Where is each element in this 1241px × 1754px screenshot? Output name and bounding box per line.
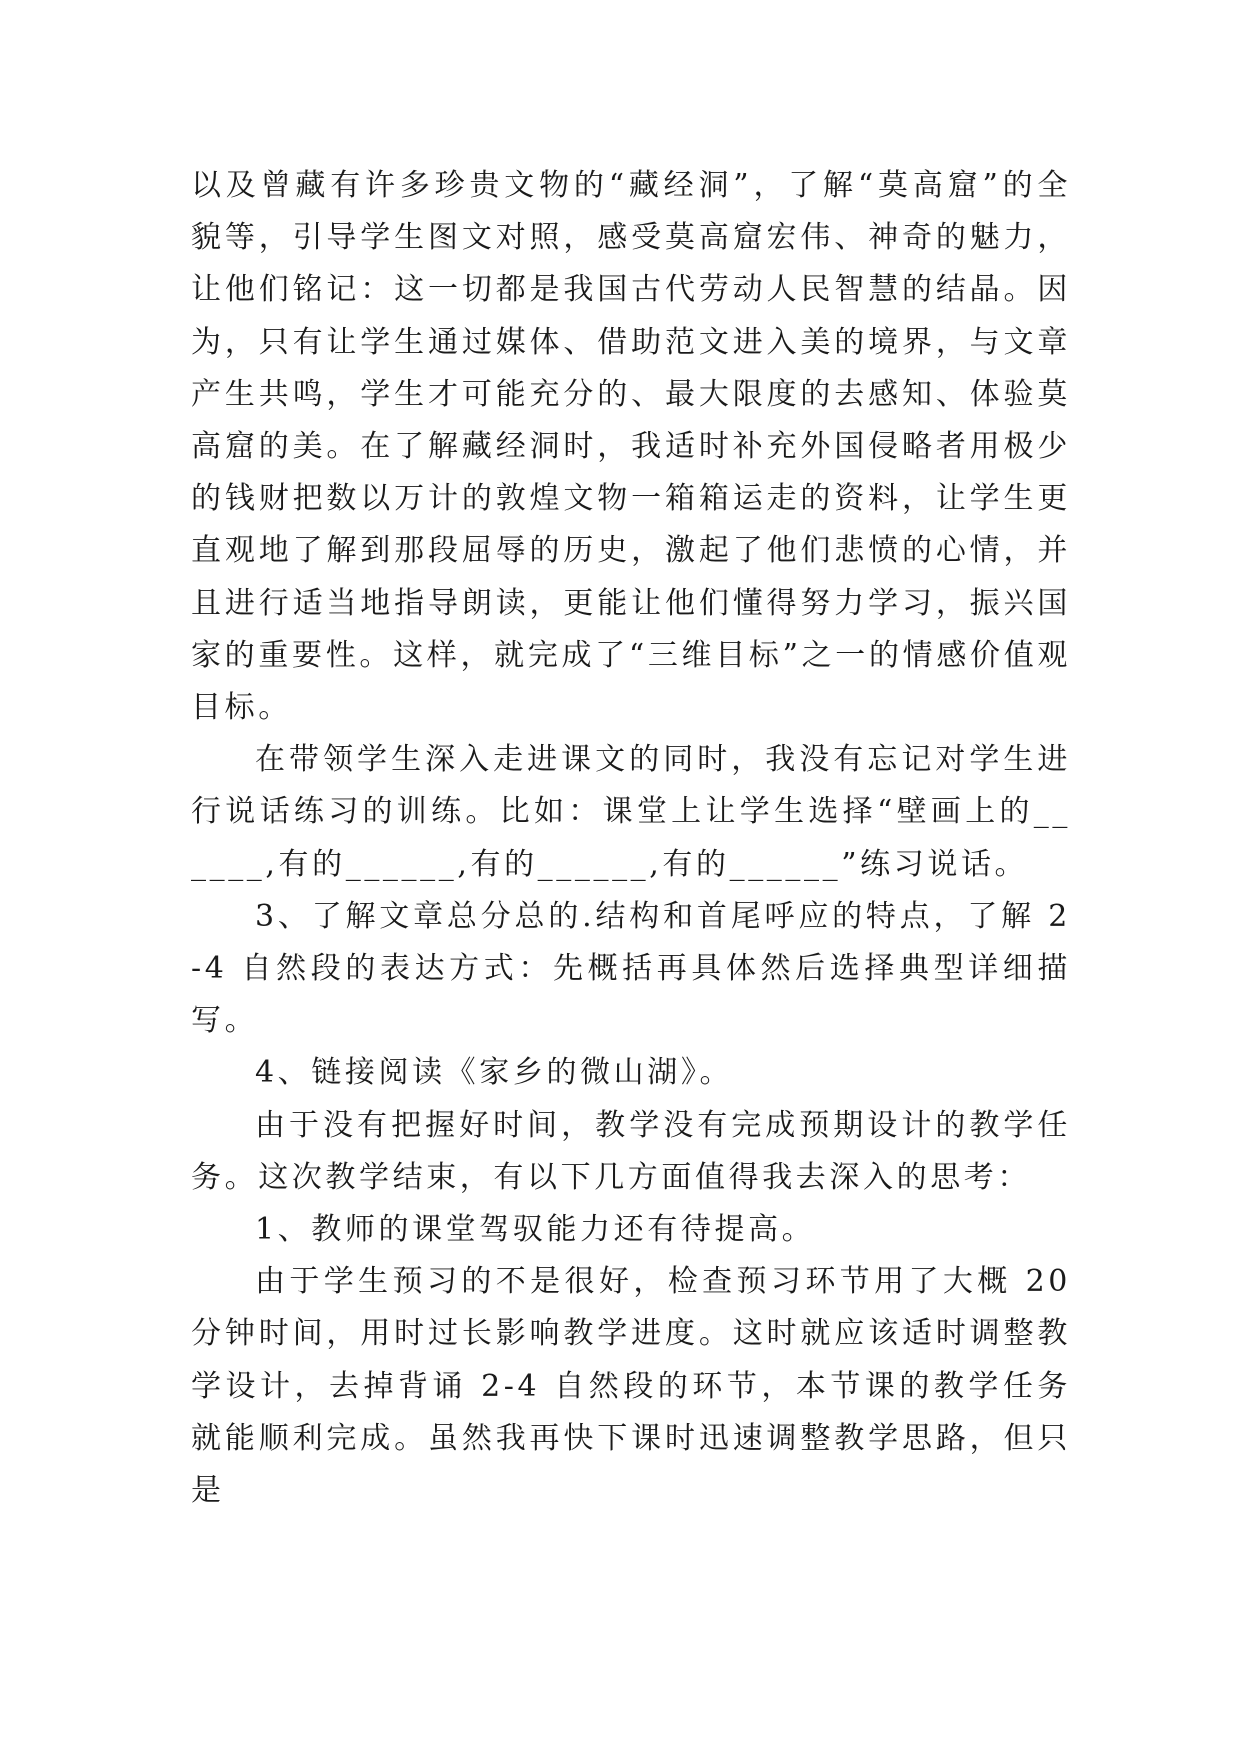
- paragraph: 由于学生预习的不是很好，检查预习环节用了大概 20 分钟时间，用时过长影响教学进度。这时就应该适时调整教学设计，去掉背诵 2-4 自然段的环节，本节课的教学任务就能顺利完成。虽然我再快下课时迅速调整教学思路，但只是: [191, 1264, 1085, 1509]
- paragraph: 在带领学生深入走进课文的同时，我没有忘记对学生进行说话练习的训练。比如：课堂上让学生选择“壁画上的______,有的______,有的______,有的______”练习说话。: [191, 742, 1071, 882]
- paragraph: 4、链接阅读《家乡的微山湖》。: [255, 1055, 734, 1091]
- paragraph: 3、了解文章总分总的.结构和首尾呼应的特点，了解 2-4 自然段的表达方式：先概括再具体然后选择典型详细描写。: [191, 898, 1071, 1039]
- document-body: [191, 160, 1085, 1517]
- paragraph: 由于没有把握好时间，教学没有完成预期设计的教学任务。这次教学结束，有以下几方面值得我去深入的思考：: [191, 1107, 1071, 1195]
- paragraph: 1、教师的课堂驾驭能力还有待提高。: [255, 1212, 816, 1248]
- paragraph: 以及曾藏有许多珍贵文物的“藏经洞”，了解“莫高窟”的全貌等，引导学生图文对照，感受莫高窟宏伟、神奇的魅力，让他们铭记：这一切都是我国古代劳动人民智慧的结晶。因为，只有让学生通过媒体、借助范文进入美的境界，与文章产生共鸣，学生才可能充分的、最大限度的去感知、体验莫高窟的美。在了解藏经洞时，我适时补充外国侵略者用极少的钱财把数以万计的敦煌文物一箱箱运走的资料，让学生更直观地了解到那段屈辱的历史，激起了他们悲愤的心情，并且进行适当地指导朗读，更能让他们懂得努力学习，振兴国家的重要性。这样，就完成了“三维目标”之一的情感价值观目标。: [191, 168, 1071, 726]
